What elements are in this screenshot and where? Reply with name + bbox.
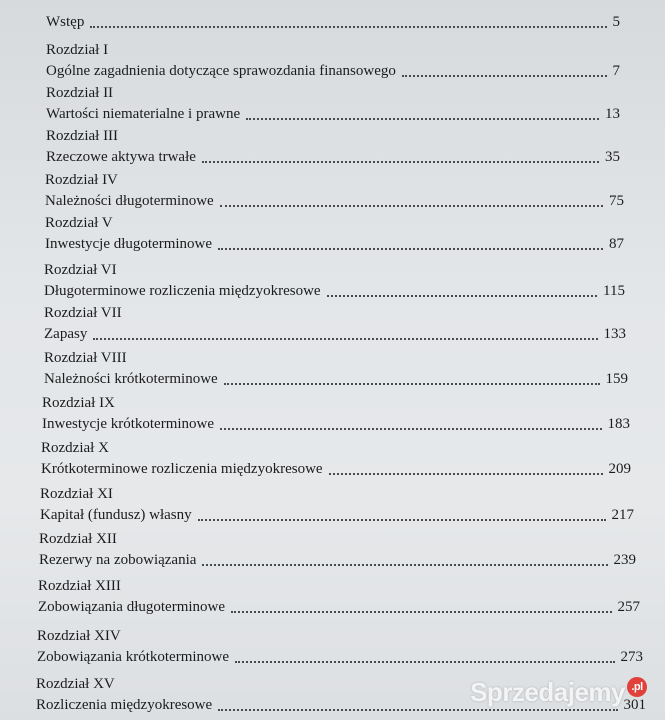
chapter-title: Inwestycje długoterminowe: [45, 236, 213, 252]
chapter-label: Rozdział V: [45, 215, 113, 231]
chapter-title-row: [44, 370, 628, 388]
chapter-label: Rozdział VIII: [44, 350, 127, 366]
chapter-title-row: [46, 105, 620, 123]
chapter-label: Rozdział II: [46, 85, 114, 101]
chapter-title: Krótkoterminowe rozliczenia międzyokresowe: [41, 461, 323, 477]
chapter-label: Rozdział III: [46, 128, 119, 144]
chapter-page-number: 159: [605, 371, 628, 387]
chapter-title-row: [38, 598, 640, 616]
chapter-label: Rozdział X: [41, 440, 109, 456]
chapter-page-number: 183: [607, 416, 630, 432]
chapter-page-number: 35: [605, 149, 620, 165]
chapter-title: Należności długoterminowe: [45, 193, 214, 209]
chapter-page-number: 7: [612, 63, 620, 79]
chapter-page-number: 115: [603, 283, 625, 299]
chapter-label: Rozdział XV: [36, 676, 115, 692]
chapter-page-number: 13: [605, 106, 620, 122]
chapter-title-row: [42, 415, 630, 433]
chapter-label: Rozdział IV: [45, 172, 118, 188]
chapter-title: Zobowiązania długoterminowe: [38, 599, 226, 615]
dot-leader: [402, 63, 607, 77]
dot-leader: [218, 236, 603, 250]
dot-leader: [198, 507, 606, 521]
dot-leader: [329, 461, 603, 475]
dot-leader: [220, 193, 603, 207]
chapter-title-row: [45, 192, 624, 210]
chapter-label: Rozdział VI: [44, 262, 117, 278]
watermark-logo: [470, 677, 647, 708]
toc-intro-row: [46, 13, 620, 31]
chapter-page-number: 217: [611, 507, 634, 523]
chapter-title-row: [39, 551, 636, 569]
chapter-page-number: 87: [609, 236, 624, 252]
dot-leader: [327, 283, 597, 297]
dot-leader: [220, 416, 601, 430]
chapter-label: Rozdział XII: [39, 531, 117, 547]
chapter-page-number: 301: [623, 697, 646, 713]
chapter-title-row: [41, 460, 631, 478]
dot-leader: [231, 599, 611, 613]
chapter-title: Rezerwy na zobowiązania: [39, 552, 197, 568]
chapter-label: Rozdział IX: [42, 395, 115, 411]
dot-leader: [93, 326, 597, 340]
chapter-title-row: [46, 148, 620, 166]
chapter-title: Ogólne zagadnienia dotyczące sprawozdania finansowego: [46, 63, 396, 79]
chapter-label: Rozdział XIII: [38, 578, 121, 594]
chapter-title: Zobowiązania krótkoterminowe: [37, 649, 230, 665]
dot-leader: [246, 106, 599, 120]
toc-intro-page: 5: [612, 14, 620, 30]
chapter-title-row: [40, 506, 634, 524]
toc-intro-title: Wstęp: [46, 14, 85, 30]
chapter-title: Rzeczowe aktywa trwałe: [46, 149, 196, 165]
chapter-title-row: [45, 235, 624, 253]
chapter-page-number: 209: [608, 461, 631, 477]
dot-leader: [235, 649, 614, 663]
chapter-label: Rozdział XIV: [37, 628, 121, 644]
chapter-title-row: [44, 282, 625, 300]
chapter-title-row: [37, 648, 643, 666]
chapter-title-row: [46, 62, 620, 80]
dot-leader: [224, 371, 600, 385]
chapter-page-number: 133: [603, 326, 626, 342]
chapter-title: Inwestycje krótkoterminowe: [42, 416, 215, 432]
dot-leader: [90, 14, 606, 28]
chapter-label: Rozdział I: [46, 42, 109, 58]
chapter-label: Rozdział VII: [44, 305, 122, 321]
chapter-title: Długoterminowe rozliczenia międzyokresowe: [44, 283, 321, 299]
dot-leader: [202, 149, 599, 163]
watermark-suffix: .pl: [627, 677, 647, 697]
chapter-title: Rozliczenia międzyokresowe: [36, 697, 213, 713]
chapter-title-row: [44, 325, 626, 343]
chapter-title: Należności krótkoterminowe: [44, 371, 218, 387]
chapter-page-number: 257: [617, 599, 640, 615]
chapter-title: Wartości niematerialne i prawne: [46, 106, 241, 122]
dot-leader: [202, 552, 607, 566]
chapter-page-number: 75: [609, 193, 624, 209]
chapter-title: Kapitał (fundusz) własny: [40, 507, 192, 523]
chapter-page-number: 239: [613, 552, 636, 568]
watermark-text: Sprzedajemy: [470, 677, 625, 707]
chapter-title: Zapasy: [44, 326, 88, 342]
chapter-label: Rozdział XI: [40, 486, 113, 502]
chapter-page-number: 273: [620, 649, 643, 665]
